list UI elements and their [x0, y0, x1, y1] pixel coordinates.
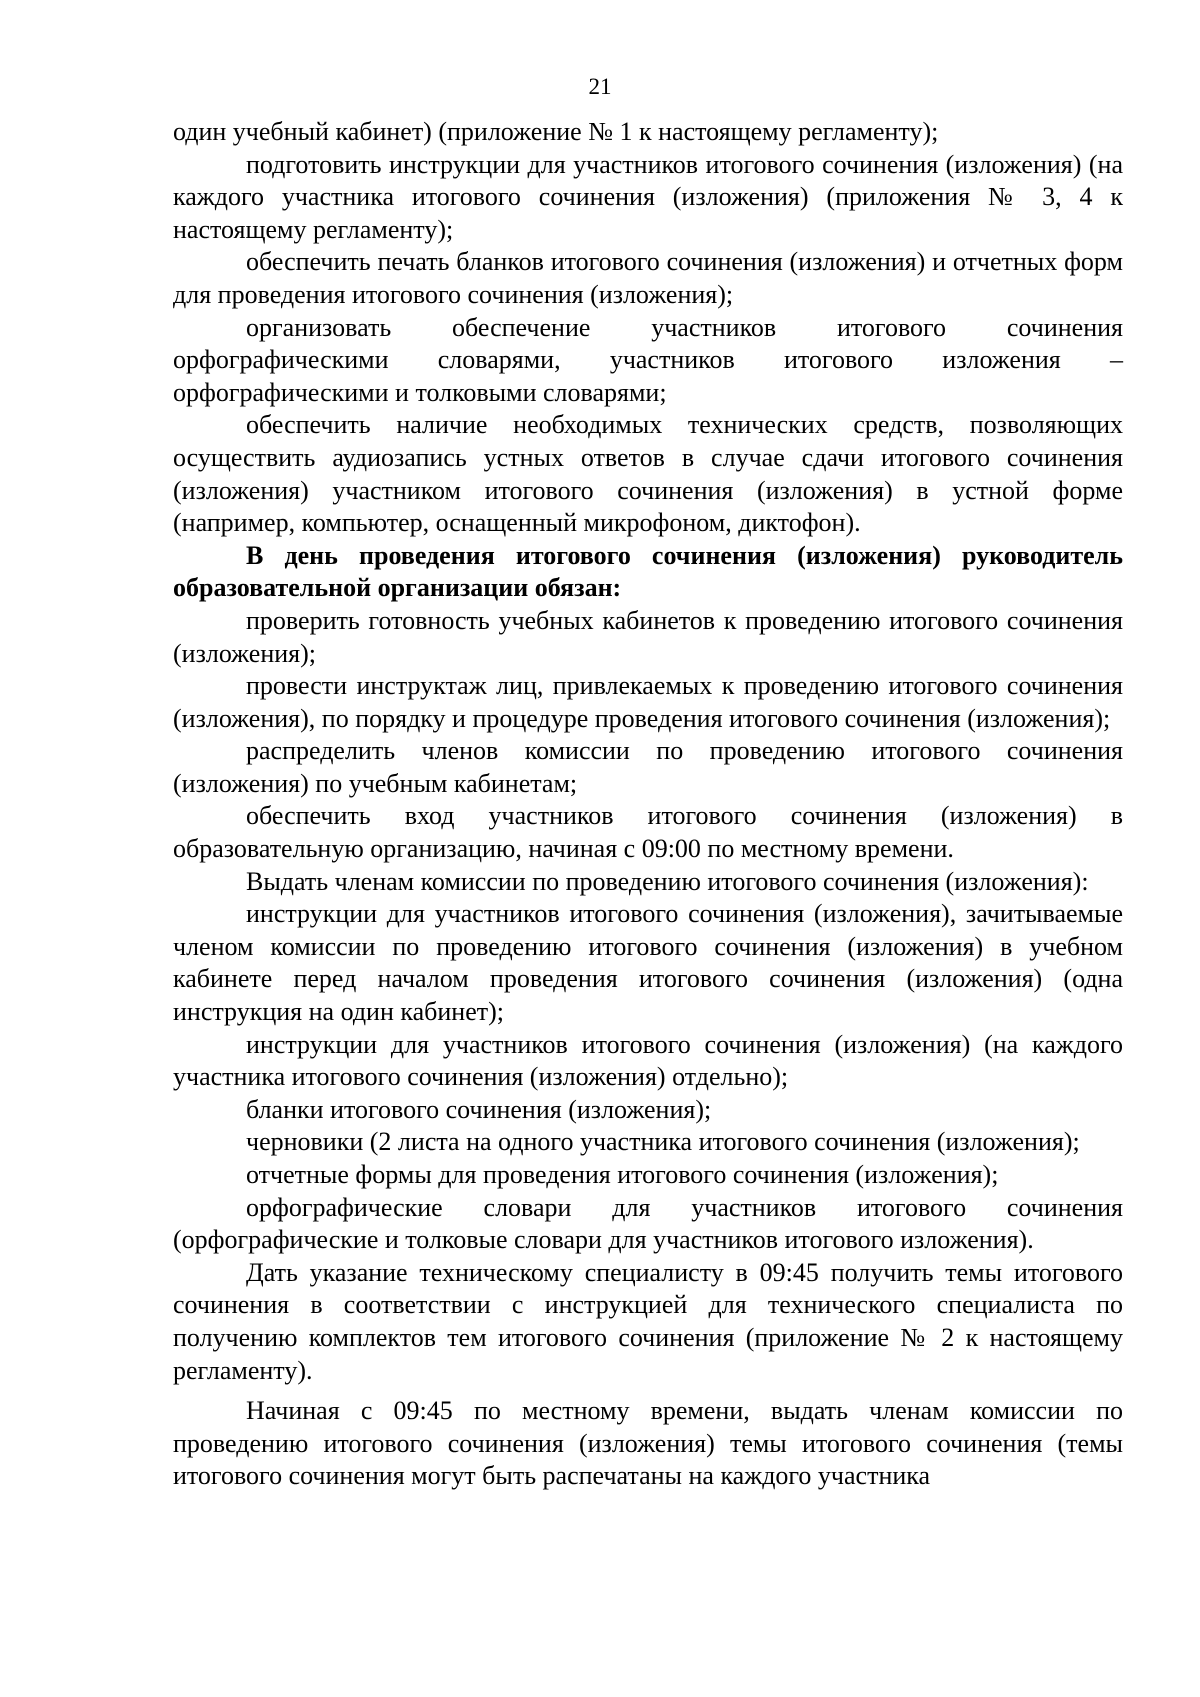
paragraph-14: бланки итогового сочинения (изложения); — [246, 1094, 712, 1124]
page-number: 21 — [588, 74, 612, 99]
document-body — [173, 116, 1123, 1493]
paragraph-13: инструкции для участников итогового сочинения (изложения) (на каждого участника итогового сочинения (изложения) отдельно); — [173, 1029, 1123, 1092]
paragraph-2: подготовить инструкции для участников итогового сочинения (изложения) (на каждого участника итогового сочинения (изложения) (приложения № 3, 4 к настоящему регламенту); — [173, 149, 1123, 244]
paragraph-12: инструкции для участников итогового сочинения (изложения), зачитываемые членом комиссии по проведению итогового сочинения (изложения) в учебном кабинете перед началом проведения итогового сочинения (изложения) (одна инструкция на один кабинет); — [173, 899, 1123, 1027]
paragraph-3: обеспечить печать бланков итогового сочинения (изложения) и отчетных форм для проведения итогового сочинения (изложения); — [173, 247, 1123, 309]
paragraph-1: один учебный кабинет) (приложение № 1 к настоящему регламенту); — [173, 117, 939, 146]
paragraph-9: распределить членов комиссии по проведению итогового сочинения (изложения) по учебным кабинетам; — [173, 736, 1123, 798]
section-heading: В день проведения итогового сочинения (изложения) руководитель образовательной организации обязан: — [173, 540, 1123, 603]
paragraph-7: проверить готовность учебных кабинетов к проведению итогового сочинения (изложения); — [173, 605, 1123, 668]
paragraph-10: обеспечить вход участников итогового сочинения (изложения) в образовательную организацию, начиная с 09:00 по местному времени. — [173, 801, 1123, 864]
paragraph-18: Дать указание техническому специалисту в 09:45 получить темы итогового сочинения в соответствии с инструкцией для технического специалиста по получению комплектов тем итогового сочинения (приложение № 2 к настоящему регламенту). — [173, 1257, 1123, 1385]
paragraph-4: организовать обеспечение участников итогового сочинения орфографическими словарями, участников итогового изложения – орфографическими и толковыми словарями; — [173, 312, 1123, 407]
paragraph-11: Выдать членам комиссии по проведению итогового сочинения (изложения): — [246, 866, 1089, 896]
paragraph-8: провести инструктаж лиц, привлекаемых к проведению итогового сочинения (изложения), по порядку и процедуре проведения итогового сочинения (изложения); — [173, 671, 1123, 733]
paragraph-19: Начиная с 09:45 по местному времени, выдать членам комиссии по проведению итогового сочинения (изложения) темы итогового сочинения (темы итогового сочинения могут быть распечатаны на каждого участника — [173, 1396, 1123, 1491]
paragraph-16: отчетные формы для проведения итогового сочинения (изложения); — [246, 1160, 999, 1189]
paragraph-15: черновики (2 листа на одного участника итогового сочинения (изложения); — [246, 1127, 1080, 1157]
paragraph-17: орфографические словари для участников итогового сочинения (орфографические и толковые словари для участников итогового изложения). — [173, 1192, 1123, 1255]
paragraph-5: обеспечить наличие необходимых технических средств, позволяющих осуществить аудиозапись устных ответов в случае сдачи итогового сочинения (изложения) участником итогового сочинения (изложения) в устной форме (например, компьютер, оснащенный микрофоном, диктофон). — [173, 410, 1123, 538]
